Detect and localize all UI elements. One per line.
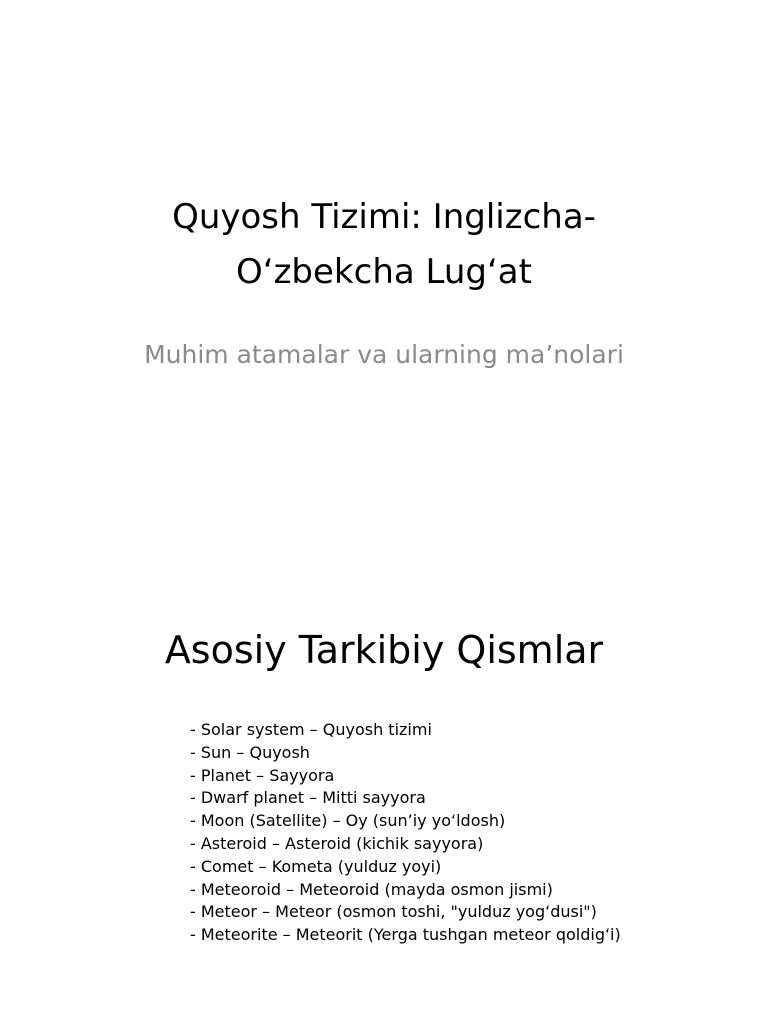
list-item: - Dwarf planet – Mitti sayyora	[190, 788, 426, 808]
list-item: - Meteorite – Meteorit (Yerga tushgan meteor qoldig‘i)	[190, 925, 621, 945]
list-item: - Meteoroid – Meteoroid (mayda osmon jismi)	[190, 879, 553, 899]
list-item: - Moon (Satellite) – Oy (sun’iy yo‘ldosh)	[190, 811, 506, 831]
list-item: - Meteor – Meteor (osmon toshi, "yulduz yog‘dusi")	[190, 902, 597, 922]
term-list	[190, 719, 621, 947]
slide-title: Quyosh Tizimi: Inglizcha-O‘zbekcha Lug‘at	[172, 197, 596, 292]
list-item: - Planet – Sayyora	[190, 765, 335, 785]
list-item: - Solar system – Quyosh tizimi	[190, 720, 432, 739]
list-item: - Sun – Quyosh	[190, 742, 310, 762]
list-item: - Comet – Kometa (yulduz yoyi)	[190, 856, 442, 876]
content-slide	[0, 576, 768, 1024]
slide-subtitle: Muhim atamalar va ularning ma’nolari	[144, 340, 624, 369]
section-heading: Asosiy Tarkibiy Qismlar	[164, 628, 604, 672]
list-item: - Asteroid – Asteroid (kichik sayyora)	[190, 833, 484, 853]
